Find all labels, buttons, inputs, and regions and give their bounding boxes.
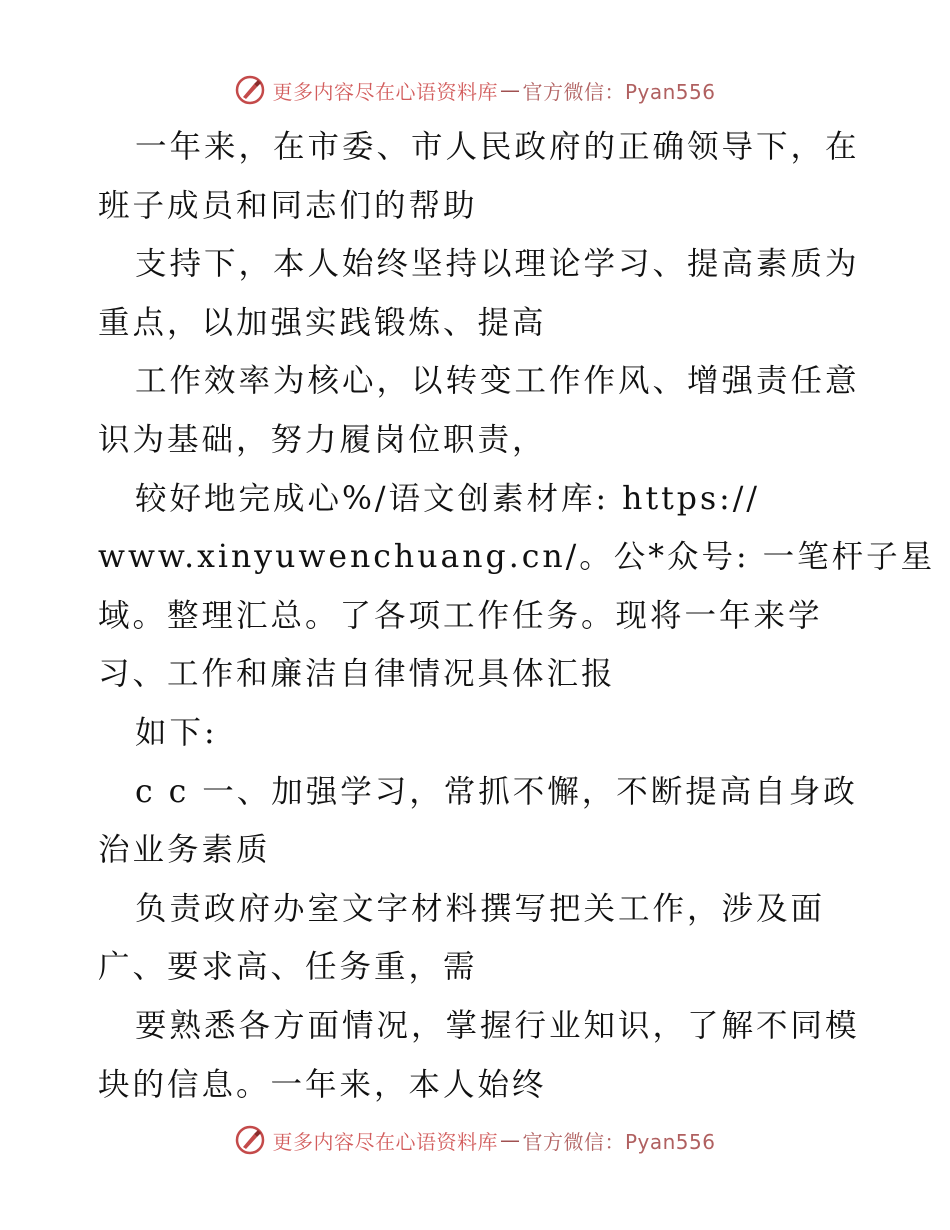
body-line: 习、工作和廉洁自律情况具体汇报 <box>98 656 616 693</box>
body-line: 工作效率为核心，以转变工作作风、增强责任意 <box>135 363 860 400</box>
body-line: 块的信息。一年来，本人始终 <box>98 1066 547 1103</box>
section-heading-line: 治业务素质 <box>98 832 271 869</box>
watermark-dash: — <box>499 1128 521 1152</box>
body-line: 班子成员和同志们的帮助 <box>98 187 478 224</box>
body-line: 一年来，在市委、市人民政府的正确领导下，在 <box>135 129 860 165</box>
watermark-footer <box>0 1120 950 1160</box>
watermark-account: 官方微信：Pyan556 <box>522 79 716 104</box>
body-line: 广、要求高、任务重，需 <box>98 949 478 986</box>
body-line: 要熟悉各方面情况，掌握行业知识，了解不同模 <box>135 1007 860 1044</box>
watermark-account: 官方微信：Pyan556 <box>522 1129 716 1154</box>
watermark-text: 更多内容尽在心语资料库 <box>272 79 498 104</box>
body-line: www.xinyuwenchuang.cn/。公*众号: 一笔杆子星 <box>98 539 936 576</box>
section-heading-line: c c 一、加强学习，常抓不懈，不断提高自身政 <box>135 773 858 810</box>
body-line: 负责政府办室文字材料撰写把关工作，涉及面 <box>135 890 826 927</box>
body-line: 识为基础，努力履岗位职责， <box>98 421 547 458</box>
body-line: 如下: <box>135 714 218 751</box>
pen-nib-logo-icon <box>234 1124 266 1156</box>
document-body <box>98 118 936 1114</box>
body-line: 域。整理汇总。了各项工作任务。现将一年来学 <box>98 597 823 634</box>
watermark-text: 更多内容尽在心语资料库 <box>272 1129 498 1154</box>
body-line: 较好地完成心%/语文创素材库: https:// <box>135 480 760 517</box>
body-line: 支持下，本人始终坚持以理论学习、提高素质为 <box>135 246 860 283</box>
pen-nib-logo-icon <box>234 74 266 106</box>
watermark-header <box>0 70 950 110</box>
body-line: 重点，以加强实践锻炼、提高 <box>98 304 547 341</box>
watermark-dash: — <box>499 78 521 102</box>
